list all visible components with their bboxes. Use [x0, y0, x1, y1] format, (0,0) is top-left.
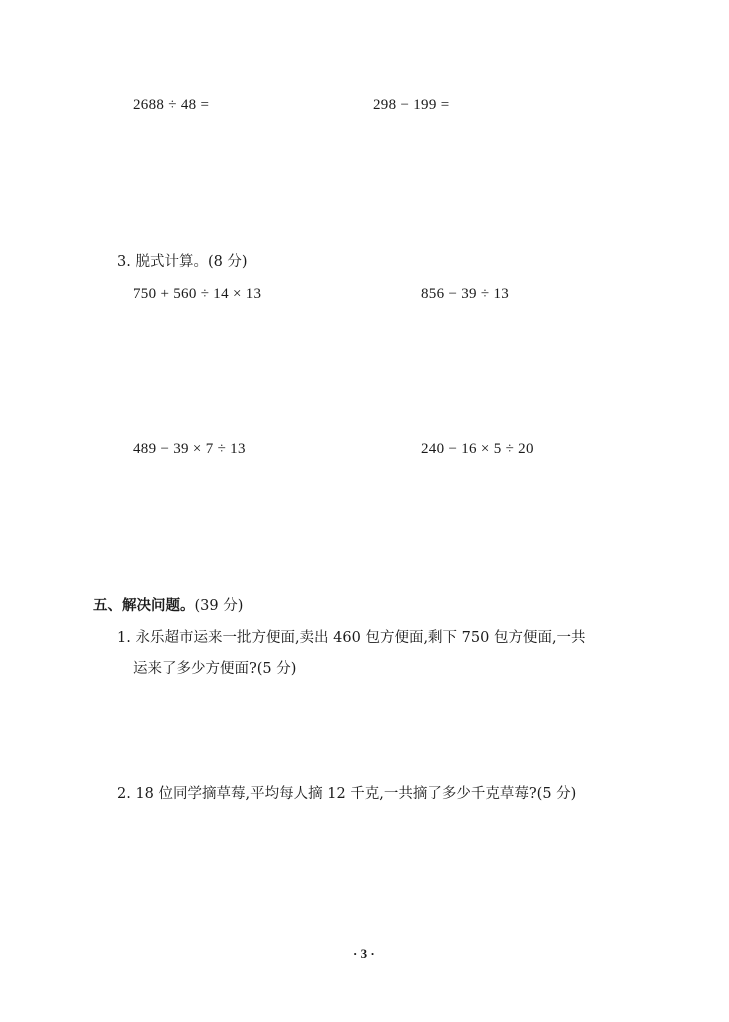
division-expression: 2688 ÷ 48 =: [133, 97, 210, 113]
problem-1-line-2: 运来了多少方便面?(5 分): [133, 661, 297, 677]
section-five-header: [93, 597, 243, 615]
page-number: · 3 ·: [353, 946, 375, 961]
problem-2: 2. 18 位同学摘草莓,平均每人摘 12 千克,一共摘了多少千克草莓?(5 分): [117, 786, 577, 802]
section-five-title: 五、解决问题。: [93, 598, 195, 614]
calc-expression-2: 856 − 39 ÷ 13: [421, 286, 510, 302]
subtraction-expression: 298 − 199 =: [373, 97, 450, 113]
calc-expression-4: 240 − 16 × 5 ÷ 20: [421, 441, 534, 457]
problem-1-line-1: 1. 永乐超市运来一批方便面,卖出 460 包方便面,剩下 750 包方便面,一共: [117, 630, 586, 646]
calc-expression-3: 489 − 39 × 7 ÷ 13: [133, 441, 246, 457]
section-five-score: (39 分): [194, 598, 244, 614]
q3-title: 3. 脱式计算。(8 分): [117, 254, 248, 270]
calc-expression-1: 750 + 560 ÷ 14 × 13: [133, 286, 262, 302]
